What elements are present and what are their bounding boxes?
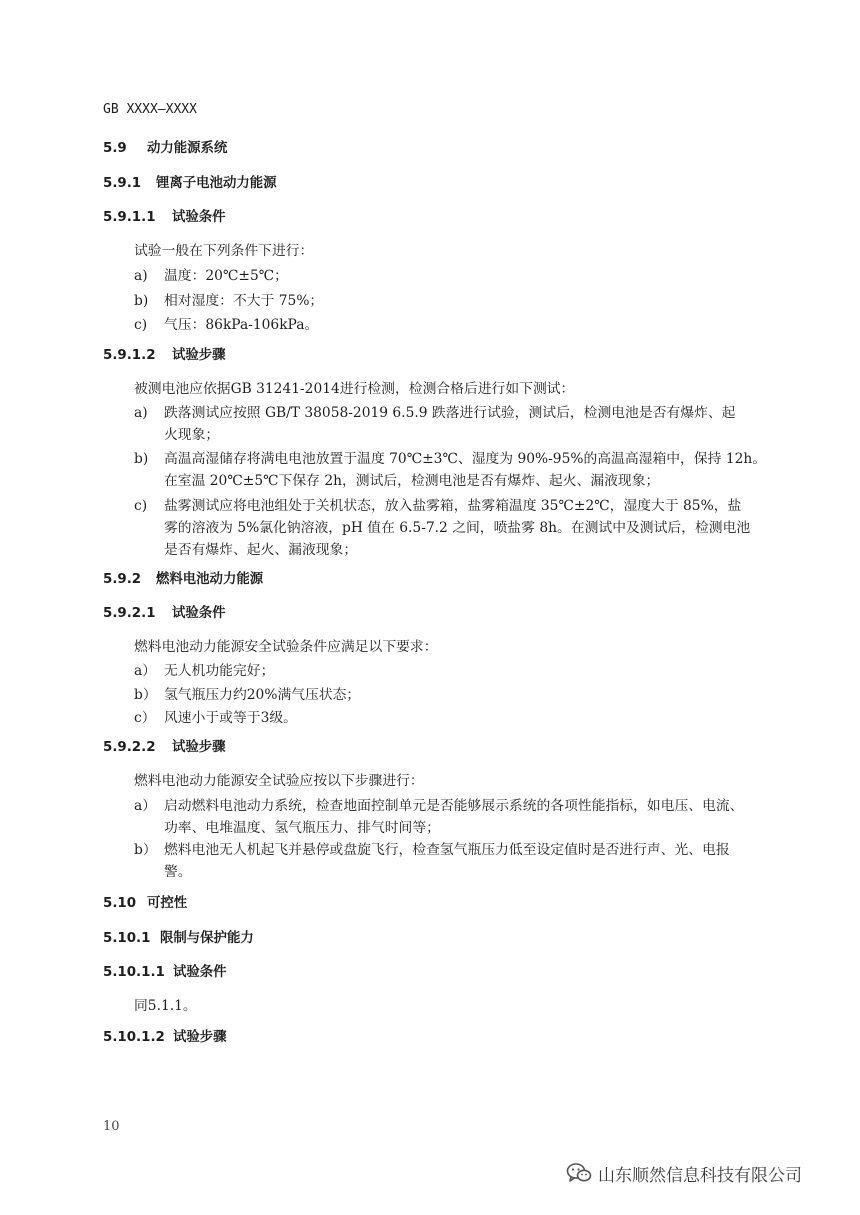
section-heading-5-10-1-1 [103,963,227,983]
paragraph-text: 同5.1.1。 [134,998,197,1014]
list-marker: c) [134,498,148,514]
section-heading-5-9-1-2 [103,346,226,366]
list-text-line [164,449,780,469]
section-heading-5-9-2-1 [103,604,226,624]
list-text-line [164,796,780,816]
list-text-line [164,496,780,516]
section-title: 试验条件 [172,210,226,225]
section-number: 5.9.1 [103,176,142,191]
section-title: 试验步骤 [173,1030,227,1045]
watermark-text: 山东顺然信息科技有限公司 [598,1165,802,1186]
section-heading-5-9-1-1 [103,208,226,228]
list-text-line [164,403,780,423]
list-text-line: 是否有爆炸、起火、漏液现象； [164,542,358,558]
section-title: 动力能源系统 [147,141,228,156]
section-heading-5-10-1 [103,929,254,949]
list-text: 温度：20℃±5℃； [164,268,288,284]
list-text: 雾的溶液为 5%氯化钠溶液，pH 值在 6.5-7.2 之间，喷盐雾 8h。在测试中及测试后，检测电池 [164,520,751,536]
watermark [566,1160,802,1186]
list-marker: a） [134,798,157,814]
list-text-line: 功率、电堆温度、氢气瓶压力、排气时间等； [164,820,440,836]
list-text: 燃料电池无人机起飞并悬停或盘旋飞行，检查氢气瓶压力低至设定值时是否进行声、光、电报 [164,842,730,858]
list-text: 无人机功能完好； [164,663,275,679]
section-title: 可控性 [147,896,188,911]
wechat-icon [566,1162,592,1184]
list-text: 高温高湿储存将满电电池放置于温度 70℃±3℃、湿度为 90%-95%的高温高湿箱中，保持 12h。 [164,451,767,467]
section-number: 5.10.1.1 [103,965,165,980]
list-text-line: 在室温 20℃±5℃下保存 2h，测试后，检测电池是否有爆炸、起火、漏液现象； [164,473,660,489]
section-heading-5-9 [103,139,228,159]
section-title: 限制与保护能力 [160,931,254,946]
page-number: 10 [103,1119,120,1134]
list-text-line: 火现象； [164,427,220,443]
list-marker: b) [134,293,149,309]
list-marker: a) [134,405,148,421]
list-marker: b） [134,842,157,858]
list-marker: b） [134,687,157,703]
list-text: 气压：86kPa-106kPa。 [164,317,319,333]
list-text-line [164,518,780,538]
list-text: 跌落测试应按照 GB/T 38058-2019 6.5.9 跌落进行试验，测试后，检测电池是否有爆炸、起 [164,405,736,421]
list-marker: a) [134,268,148,284]
section-number: 5.9.2.2 [103,740,156,755]
section-heading-5-10-1-2 [103,1028,227,1048]
list-marker: c) [134,317,148,333]
section-number: 5.9.2.1 [103,606,156,621]
section-number: 5.10.1 [103,931,151,946]
section-title: 试验条件 [173,965,227,980]
list-text: 氢气瓶压力约20%满气压状态； [164,687,361,703]
section-number: 5.10.1.2 [103,1030,165,1045]
list-text-line: 警。 [164,864,192,880]
section-heading-5-10 [103,894,188,914]
paragraph-intro: 燃料电池动力能源安全试验条件应满足以下要求： [134,639,438,655]
list-text-line [164,840,780,860]
document-code: GB XXXX—XXXX [103,102,197,117]
paragraph-intro: 试验一般在下列条件下进行： [134,243,314,259]
section-number: 5.9 [103,141,127,156]
section-number: 5.9.1.1 [103,210,156,225]
list-text: 盐雾测试应将电池组处于关机状态，放入盐雾箱，盐雾箱温度 35℃±2℃，湿度大于 85%，盐 [164,498,742,514]
section-heading-5-9-2 [103,570,264,590]
section-title: 试验步骤 [172,348,226,363]
list-marker: c） [134,710,156,726]
list-text: 相对湿度：不大于 75%； [164,293,324,309]
section-title: 试验步骤 [172,740,226,755]
paragraph-intro: 燃料电池动力能源安全试验应按以下步骤进行： [134,773,424,789]
section-heading-5-9-1 [103,174,277,194]
list-marker: b) [134,451,149,467]
list-text: 风速小于或等于3级。 [164,710,297,726]
section-title: 锂离子电池动力能源 [156,176,277,191]
list-text: 启动燃料电池动力系统，检查地面控制单元是否能够展示系统的各项性能指标，如电压、电流、 [164,798,744,814]
list-marker: a） [134,663,157,679]
section-number: 5.10 [103,896,137,911]
section-number: 5.9.1.2 [103,348,156,363]
section-number: 5.9.2 [103,572,142,587]
section-title: 燃料电池动力能源 [156,572,264,587]
section-heading-5-9-2-2 [103,738,226,758]
paragraph-intro: 被测电池应依据GB 31241-2014进行检测，检测合格后进行如下测试： [134,381,575,397]
section-title: 试验条件 [172,606,226,621]
